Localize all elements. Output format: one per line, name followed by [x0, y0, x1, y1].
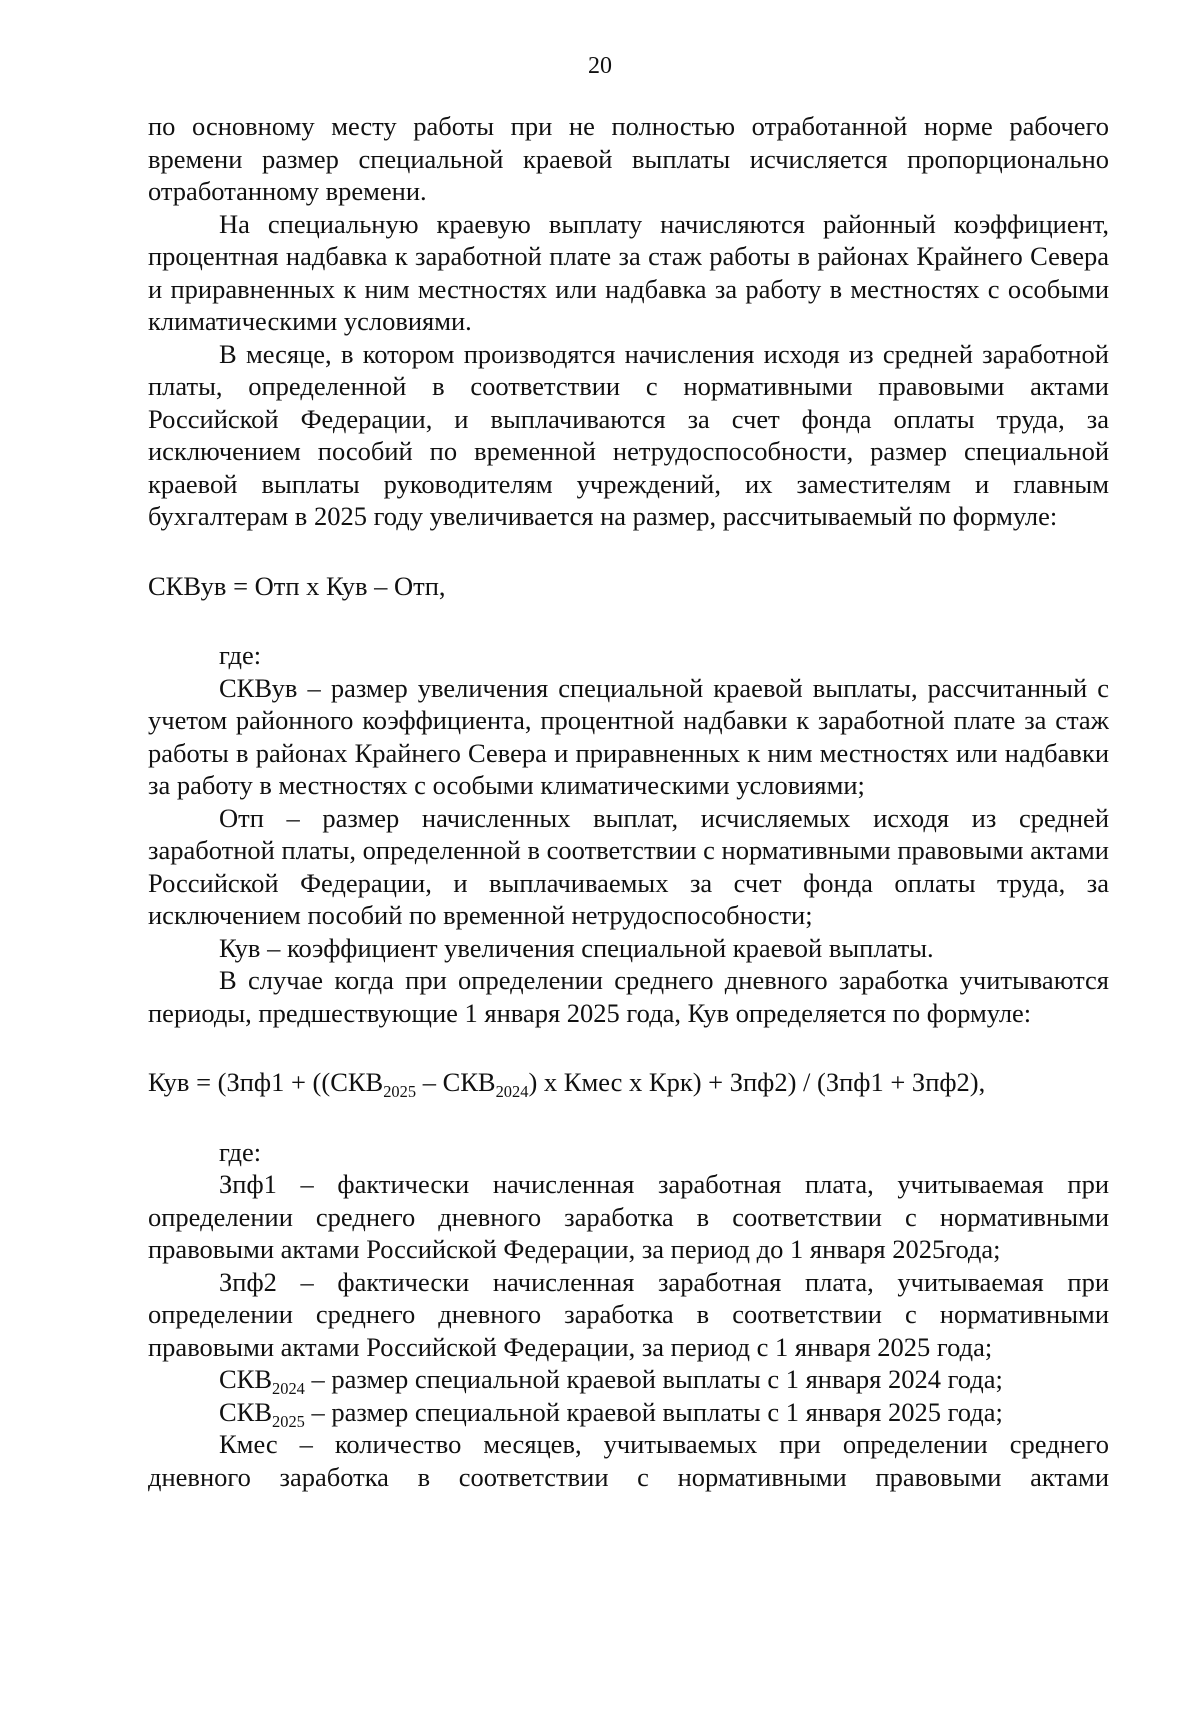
skv2024-text: – размер специальной краевой выплаты с 1 января 2024 года; [304, 1364, 1003, 1394]
formula-kuv-part3: ) х Кмес х Крк) + Зпф2) / (Зпф1 + Зпф2), [528, 1067, 986, 1097]
definition-skv2025 [148, 1396, 1109, 1429]
definition-kuv: Кув – коэффициент увеличения специальной краевой выплаты. [219, 932, 934, 963]
formula-kuv-part1: Кув = (Зпф1 + ((СКВ [148, 1067, 384, 1097]
page-number: 20 [588, 53, 612, 79]
skv2025-text: – размер специальной краевой выплаты с 1 января 2025 года; [304, 1396, 1003, 1427]
definition-skvuv: СКВув – размер увеличения специальной краевой выплаты, рассчитанный с учетом районного коэффициента, процентной надбавки к заработной плате за стаж работы в районах Крайнего Севера и приравненных к ним местностях или надбавки за работу в местностях с особыми климатическими условиями; [148, 672, 1109, 800]
where-label-1: где: [219, 640, 262, 670]
formula-kuv-sub-2025: 2025 [383, 1081, 417, 1101]
definition-kmes: Кмес – количество месяцев, учитываемых при определении среднего дневного заработка в соответствии с нормативными правовыми актами [148, 1429, 1109, 1492]
formula-kuv-part2: – СКВ [416, 1067, 496, 1097]
document-body [148, 110, 1109, 1493]
formula-skvuv: СКВув = Отп х Кув – Отп, [148, 570, 446, 601]
definition-skv2024 [148, 1363, 1109, 1396]
skv2024-sub: 2024 [272, 1378, 305, 1398]
paragraph-continuation: по основному месту работы при не полностью отработанной норме рабочего времени размер специальной краевой выплаты исчисляется пропорционально отработанному времени. [148, 111, 1109, 206]
skv2024-term: СКВ [219, 1364, 273, 1394]
paragraph-coefficients: На специальную краевую выплату начисляются районный коэффициент, процентная надбавка к заработной плате за стаж работы в районах Крайнего Севера и приравненных к ним местностях или надбавка за работу в местностях с особыми климатическими условиями. [148, 208, 1109, 336]
skv2025-sub: 2025 [272, 1411, 305, 1431]
definition-zpf1: Зпф1 – фактически начисленная заработная плата, учитываемая при определении среднего дневного заработка в соответствии с нормативными правовыми актами Российской Федерации, за период до 1 января 2025года; [148, 1169, 1109, 1264]
formula-kuv [148, 1066, 1109, 1099]
skv2025-term: СКВ [219, 1396, 273, 1427]
paragraph-kuv-case: В случае когда при определении среднего дневного заработка учитываются периоды, предшествующие 1 января 2025 года, Кув определяется по формуле: [148, 965, 1109, 1028]
where-label-2: где: [219, 1136, 262, 1167]
definition-zpf2: Зпф2 – фактически начисленная заработная плата, учитываемая при определении среднего дневного заработка в соответствии с нормативными правовыми актами Российской Федерации, за период с 1 января 2025 года; [148, 1266, 1109, 1362]
definition-otp: Отп – размер начисленных выплат, исчисляемых исходя из средней заработной платы, определенной в соответствии с нормативными правовыми актами Российской Федерации, и выплачиваемых за счет фонда оплаты труда, за исключением пособий по временной нетрудоспособности; [148, 802, 1109, 930]
paragraph-month-increase: В месяце, в котором производятся начисления исходя из средней заработной платы, определенной в соответствии с нормативными правовыми актами Российской Федерации, и выплачиваются за счет фонда оплаты труда, за исключением пособий по временной нетрудоспособности, размер специальной краевой выплаты руководителям учреждений, их заместителям и главным бухгалтерам в 2025 году увеличивается на размер, рассчитываемый по формуле: [148, 338, 1109, 531]
formula-kuv-sub-2024: 2024 [495, 1081, 529, 1101]
